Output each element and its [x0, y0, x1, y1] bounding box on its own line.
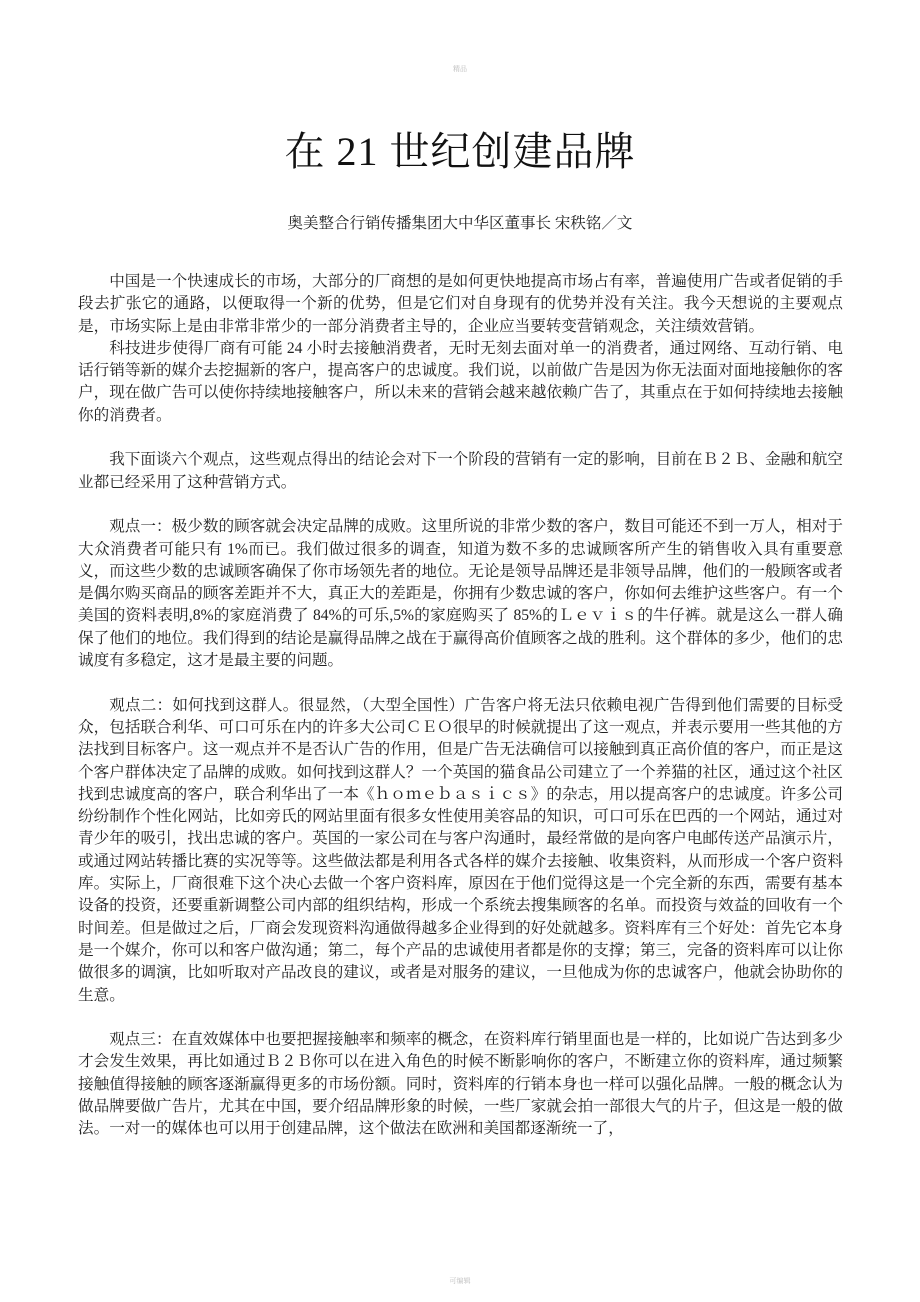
footer-mark: 可编辑	[449, 1277, 471, 1285]
header-mark: 精品	[453, 65, 467, 73]
document-title: 在 21 世纪创建品牌	[284, 129, 636, 174]
paragraph-six-points: 我下面谈六个观点，这些观点得出的结论会对下一个阶段的营销有一定的影响，目前在Ｂ２Ｂ、金融和航空业都已经采用了这种营销方式。	[78, 451, 843, 491]
article-body	[78, 271, 843, 1141]
paragraph-intro: 中国是一个快速成长的市场，大部分的厂商想的是如何更快地提高市场占有率，普遍使用广告或者促销的手段去扩张它的通路，以便取得一个新的优势，但是它们对自身现有的优势并没有关注。我今天想说的主要观点是，市场实际上是由非常非常少的一部分消费者主导的，企业应当要转变营销观念，关注绩效营销。	[78, 273, 843, 335]
byline: 奥美整合行销传播集团大中华区董事长 宋秩铭／文	[287, 215, 633, 232]
paragraph-technology: 科技进步使得厂商有可能 24 小时去接触消费者，无时无刻去面对单一的消费者，通过网络、互动行销、电话行销等新的媒介去挖掘新的客户，提高客户的忠诚度。我们说，以前做广告是因为你无法面对面地接触你的客户，现在做广告可以使你持续地接触客户，所以未来的营销会越来越依赖广告了，其重点在于如何持续地去接触你的消费者。	[78, 339, 843, 424]
paragraph-point-two: 观点二：如何找到这群人。很显然，（大型全国性）广告客户将无法只依赖电视广告得到他们需要的目标受众，包括联合利华、可口可乐在内的许多大公司ＣＥＯ很早的时候就提出了这一观点，并表示要用一些其他的方法找到目标客户。这一观点并不是否认广告的作用，但是广告无法确信可以接触到真正高价值的客户，而正是这个客户群体决定了品牌的成败。如何找到这群人？一个英国的猫食品公司建立了一个养猫的社区，通过这个社区找到忠诚度高的客户，联合利华出了一本《ｈｏｍｅｂａｓｉｃｓ》的杂志，用以提高客户的忠诚度。许多公司纷纷制作个性化网站，比如旁氏的网站里面有很多女性使用美容品的知识，可口可乐在巴西的一个网站，通过对青少年的吸引，找出忠诚的客户。英国的一家公司在与客户沟通时，最经常做的是向客户电邮传送产品演示片，或通过网站转播比赛的实况等等。这些做法都是利用各式各样的媒介去接触、收集资料，从而形成一个客户资料库。实际上，厂商很难下这个决心去做一个客户资料库，原因在于他们觉得这是一个完全新的东西，需要有基本设备的投资，还要重新调整公司内部的组织结构，形成一个系统去搜集顾客的名单。而投资与效益的回收有一个时间差。但是做过之后，厂商会发现资料沟通做得越多企业得到的好处就越多。资料库有三个好处：首先它本身是一个媒介，你可以和客户做沟通；第二，每个产品的忠诚使用者都是你的支撑；第三，完备的资料库可以让你做很多的调演，比如听取对产品改良的建议，或者是对服务的建议，一旦他成为你的忠诚客户，他就会协助你的生意。	[78, 696, 843, 1004]
paragraph-point-one: 观点一：极少数的顾客就会决定品牌的成败。这里所说的非常少数的客户，数目可能还不到一万人，相对于大众消费者可能只有 1%而已。我们做过很多的调查，知道为数不多的忠诚顾客所产生的销售收入具有重要意义，而这些少数的忠诚顾客确保了你市场领先者的地位。无论是领导品牌还是非领导品牌，他们的一般顾客或者是偶尔购买商品的顾客差距并不大，真正大的差距是，你拥有少数忠诚的客户，你如何去维护这些客户。有一个美国的资料表明,8%的家庭消费了 84%的可乐,5%的家庭购买了 85%的Ｌｅｖｉｓ的牛仔裤。就是这么一群人确保了他们的地位。我们得到的结论是赢得品牌之战在于赢得高价值顾客之战的胜利。这个群体的多少，他们的忠诚度有多稳定，这才是最主要的问题。	[78, 518, 843, 670]
paragraph-point-three: 观点三：在直效媒体中也要把握接触率和频率的概念，在资料库行销里面也是一样的，比如说广告达到多少才会发生效果，再比如通过Ｂ２Ｂ你可以在进入角色的时候不断影响你的客户，不断建立你的资料库，通过频繁接触值得接触的顾客逐渐赢得更多的市场份额。同时，资料库的行销本身也一样可以强化品牌。一般的概念认为做品牌要做广告片，尤其在中国，要介绍品牌形象的时候，一些厂家就会拍一部很大气的片子，但这是一般的做法。一对一的媒体也可以用于创建品牌，这个做法在欧洲和美国都逐渐统一了，	[78, 1031, 843, 1138]
